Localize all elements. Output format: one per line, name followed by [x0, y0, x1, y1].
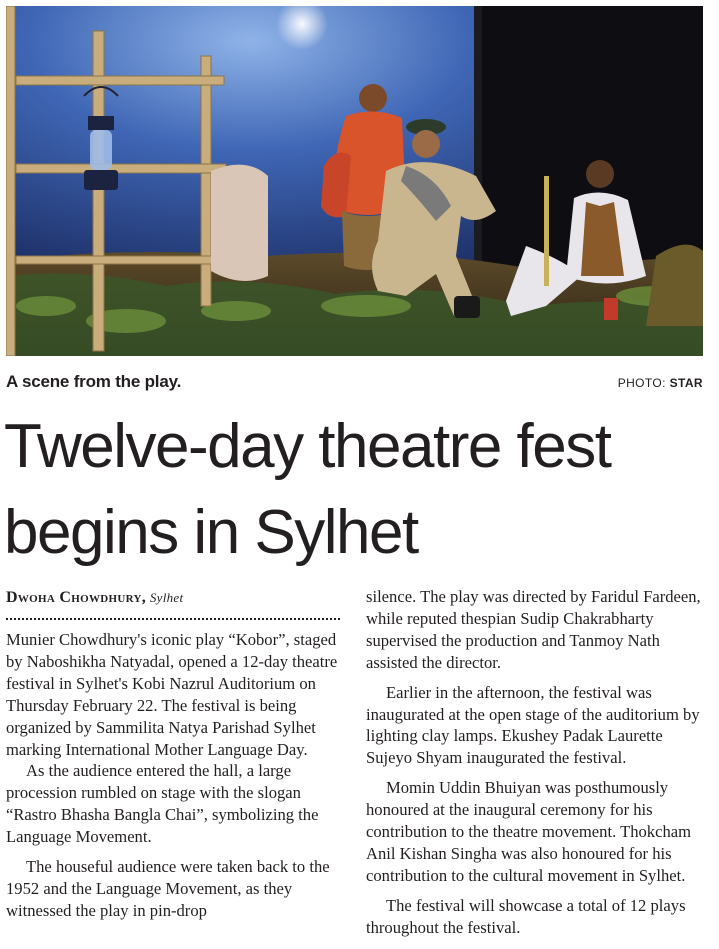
stage-photo [6, 6, 703, 356]
photo-credit-label: PHOTO: [617, 376, 670, 390]
stage-photo-image [6, 6, 703, 356]
headline-line-2: begins in Sylhet [4, 498, 418, 567]
photo-credit [618, 376, 703, 390]
headline-line-1: Twelve-day theatre fest [4, 412, 611, 481]
paragraph: Munier Chowdhury's iconic play “Kobor”, staged by Naboshikha Natyadal, opened a 12-day theatre festival in Sylhet's Kobi Nazrul Auditorium on Thursday February 22. The festival is being organized by Sammilita Natya Parishad Sylhet marking International Mother Language Day. [6, 630, 338, 759]
paragraph: As the audience entered the hall, a large procession rumbled on stage with the slogan “Rastro Bhasha Bangla Chai”, symbolizing the Language Movement. [6, 761, 319, 847]
paragraph: Momin Uddin Bhuiyan was posthumously honoured at the inaugural ceremony for his contribution to the theatre movement. Thokcham Anil Kishan Singha was also honoured for his contribution to the cultural movement in Sylhet. [366, 778, 692, 885]
photo-caption: A scene from the play. [6, 372, 182, 391]
byline-author: Dwoha Chowdhury, [6, 589, 147, 606]
paragraph: The festival will showcase a total of 12 plays throughout the festival. [366, 895, 686, 937]
photo-credit-source: STAR [669, 376, 703, 390]
paragraph: Earlier in the afternoon, the festival was inaugurated at the open stage of the auditorium by lighting clay lamps. Ekushey Padak Laurette Sujeyo Shyam inaugurated the festival. [366, 682, 700, 768]
paragraph: The houseful audience were taken back to the 1952 and the Language Movement, as they witnessed the play in pin-drop [6, 857, 330, 920]
byline-location: Sylhet [149, 590, 184, 605]
headline [4, 404, 716, 576]
article-column-left [6, 629, 340, 922]
paragraph: silence. The play was directed by Faridul Fardeen, while reputed thespian Sudip Chakrabharty supervised the production and Tanmoy Nath assisted the director. [366, 587, 701, 672]
byline [6, 589, 183, 607]
byline-divider [6, 618, 340, 620]
article-column-right [366, 586, 702, 939]
